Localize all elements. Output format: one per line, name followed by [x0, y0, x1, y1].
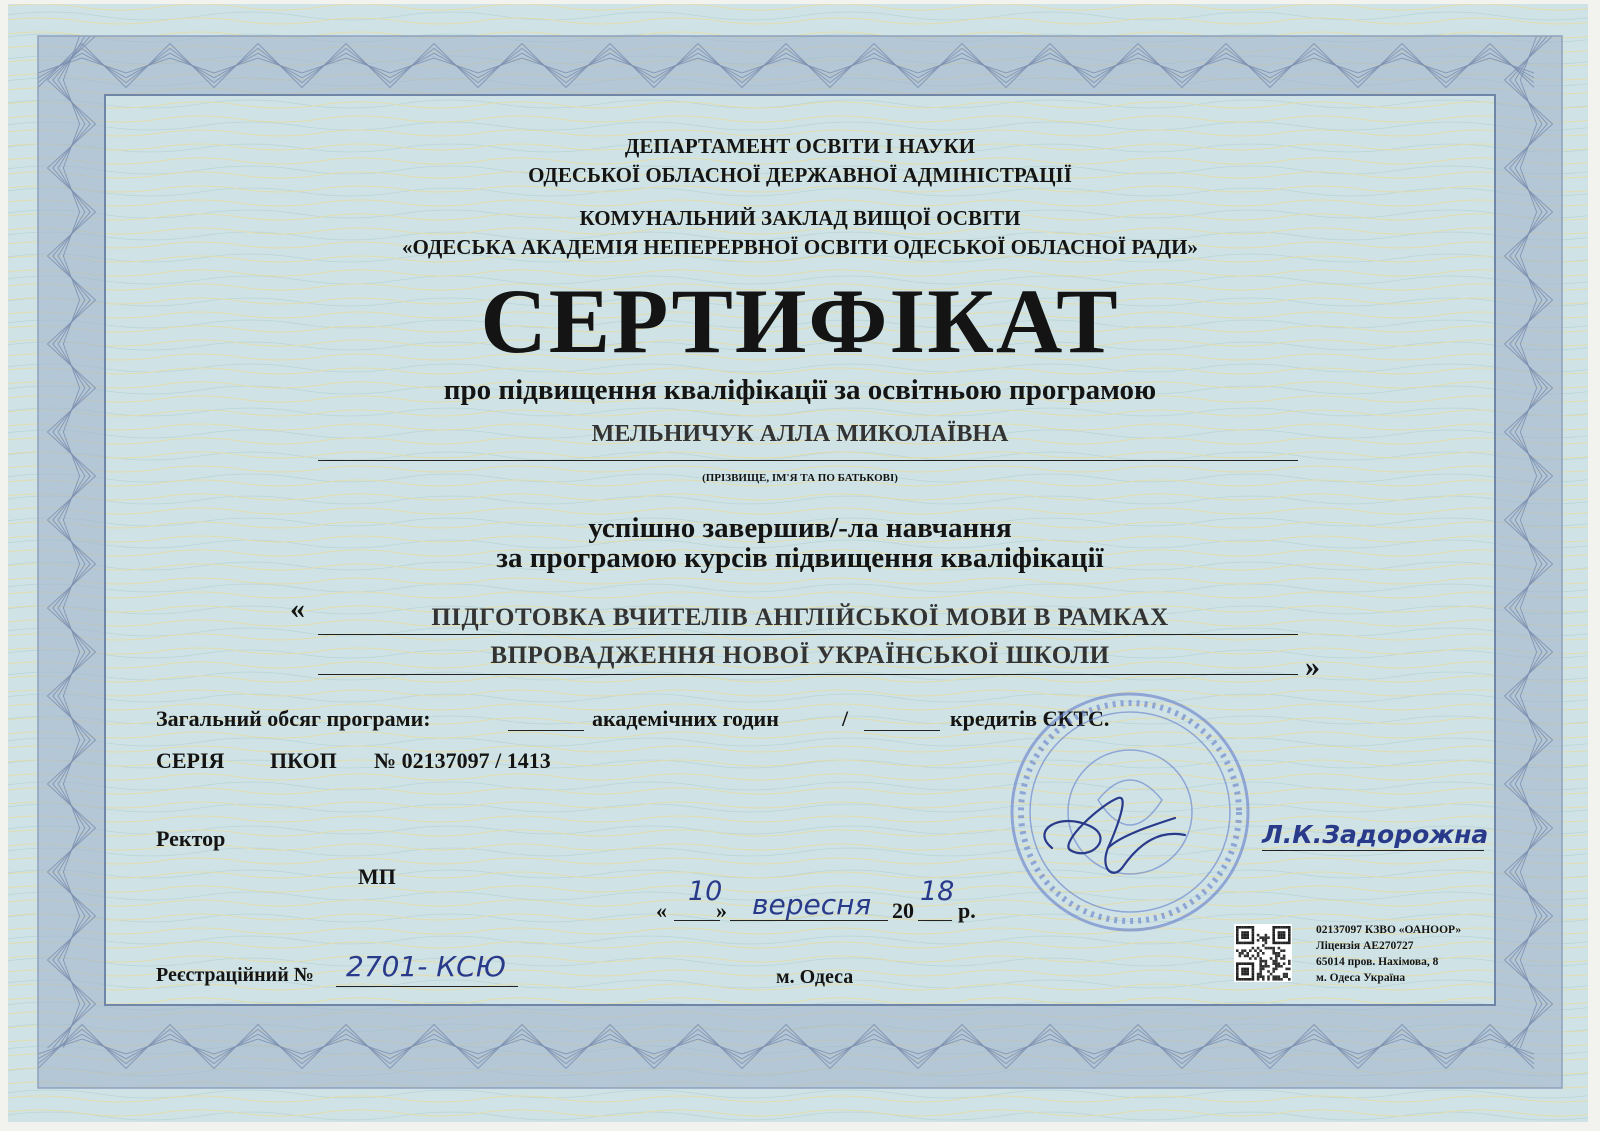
rector-name-underline — [1262, 850, 1484, 851]
recipient-caption: (ПРІЗВИЩЕ, ІМ'Я ТА ПО БАТЬКОВІ) — [702, 472, 898, 484]
date-year-underline — [918, 920, 952, 921]
registration-underline — [336, 986, 518, 987]
series-label: СЕРІЯ — [156, 748, 225, 773]
credits-blank — [864, 730, 940, 731]
certificate-subtitle: про підвищення кваліфікації за освітньою програмою — [443, 374, 1157, 406]
header-line-2: ОДЕСЬКОЇ ОБЛАСНОЇ ДЕРЖАВНОЇ АДМІНІСТРАЦІЇ — [528, 163, 1072, 187]
program-underline-1 — [318, 634, 1298, 635]
registration-label: Реєстраційний № — [156, 964, 314, 986]
volume-label: Загальний обсяг програми: — [156, 706, 431, 731]
rector-label: Ректор — [156, 826, 226, 851]
seal-label: МП — [358, 864, 396, 889]
series-code: ПКОП — [270, 748, 337, 773]
date-open-quote: « — [656, 898, 667, 923]
recipient-name: МЕЛЬНИЧУК АЛЛА МИКОЛАЇВНА — [591, 421, 1009, 447]
registration-number: 2701- КСЮ — [346, 950, 506, 983]
certificate-title: СЕРТИФІКАТ — [480, 270, 1120, 372]
program-line-2: ВПРОВАДЖЕННЯ НОВОЇ УКРАЇНСЬКОЇ ШКОЛИ — [490, 642, 1110, 669]
program-open-quote: « — [290, 592, 305, 625]
series-number: № 02137097 / 1413 — [374, 748, 551, 773]
issuer-info-line-3: 65014 пров. Нахімова, 8 — [1316, 956, 1439, 968]
program-line-1: ПІДГОТОВКА ВЧИТЕЛІВ АНГЛІЙСЬКОЇ МОВИ В РАМКАХ — [431, 604, 1169, 631]
recipient-underline — [318, 460, 1298, 461]
program-underline-2 — [318, 674, 1298, 675]
program-close-quote: » — [1305, 650, 1320, 683]
completion-line-1: успішно завершив/-ла навчання — [588, 512, 1012, 544]
date-year-prefix: 20 — [892, 898, 914, 923]
date-year-suffix: 18 — [920, 876, 955, 907]
hours-label: академічних годин — [592, 706, 779, 731]
header-line-1: ДЕПАРТАМЕНТ ОСВІТИ І НАУКИ — [624, 134, 976, 158]
rector-name: Л.К.Задорожна — [1262, 820, 1489, 849]
completion-line-2: за програмою курсів підвищення кваліфікації — [496, 542, 1104, 574]
hours-blank — [508, 730, 584, 731]
date-day-underline — [674, 920, 720, 921]
city: м. Одеса — [776, 966, 854, 988]
date-month-underline — [730, 920, 888, 921]
date-close-quote: » — [716, 898, 727, 923]
issuer-info-line-4: м. Одеса Україна — [1316, 972, 1406, 984]
issuer-info-line-2: Ліцензія АЕ270727 — [1316, 940, 1414, 952]
header-line-3: КОМУНАЛЬНИЙ ЗАКЛАД ВИЩОЇ ОСВІТИ — [579, 206, 1021, 230]
issuer-info-line-1: 02137097 КЗВО «ОАНООР» — [1316, 924, 1462, 936]
credits-label: кредитів ЄКТС. — [950, 706, 1110, 731]
date-month: вересня — [752, 888, 872, 921]
date-day: 10 — [688, 876, 723, 907]
header-line-4: «ОДЕСЬКА АКАДЕМІЯ НЕПЕРЕРВНОЇ ОСВІТИ ОДЕСЬКОЇ ОБЛАСНОЇ РАДИ» — [402, 235, 1198, 259]
volume-separator: / — [842, 706, 849, 731]
date-year-unit: р. — [958, 898, 976, 923]
